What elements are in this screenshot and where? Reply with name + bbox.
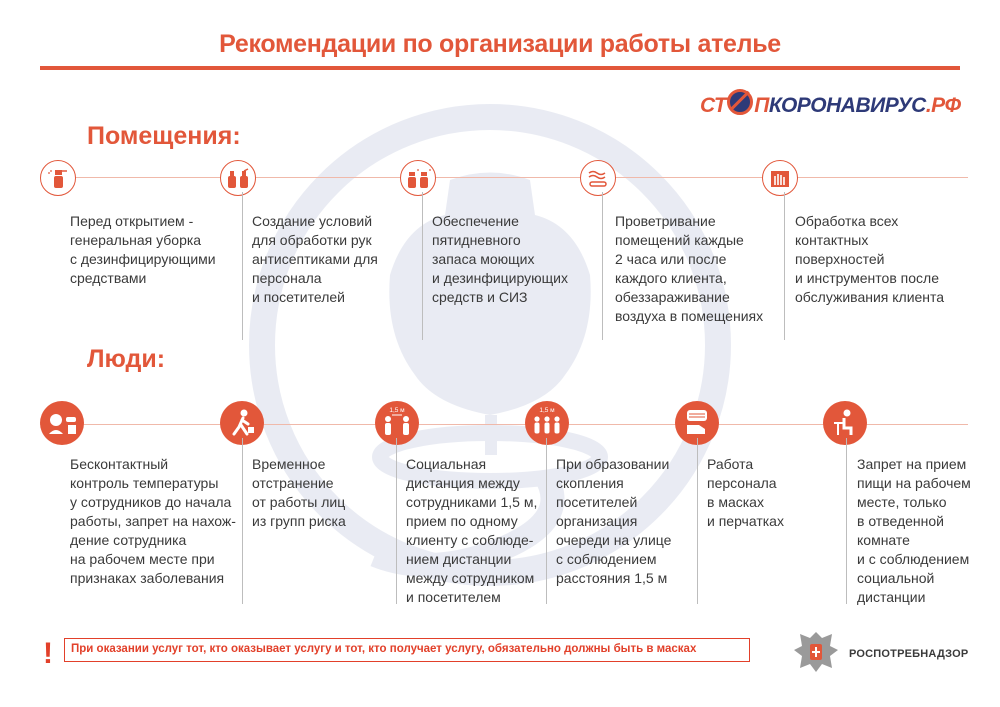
title-underline [40, 66, 960, 70]
divider [546, 438, 547, 604]
people-heading: Люди: [87, 345, 166, 373]
logo-text-part2: П [754, 94, 769, 117]
people-item-3-text: Социальная дистанция между сотрудниками 1,5 м, прием по одному клиенту с соблюде- нием дистанции между сотрудником и посетителем [406, 456, 538, 605]
sanitizer-bottles-icon [220, 160, 256, 196]
wiping-hand-icon [762, 160, 798, 196]
divider [422, 192, 423, 340]
ventilation-icon [580, 160, 616, 196]
divider [697, 438, 698, 604]
logo-text-part3: КОРОНАВИРУС [768, 94, 926, 117]
page-title: Рекомендации по организации работы ателье [219, 30, 781, 58]
spray-bottles-icon [400, 160, 436, 196]
distance-two-people-icon [375, 401, 419, 445]
divider [396, 438, 397, 604]
people-item-1-text: Бесконтактный контроль температуры у сотрудников до начала работы, запрет на нахож- дение сотрудника на рабочем месте при признаках заболевания [70, 456, 236, 586]
thermometer-check-icon [40, 401, 84, 445]
distance-label: 1,5 м [539, 407, 555, 414]
stopcoronavirus-logo[interactable] [700, 89, 961, 118]
eating-person-icon [823, 401, 867, 445]
mask-notice-box [64, 638, 750, 662]
divider [784, 192, 785, 340]
rooms-item-1-text: Перед открытием - генеральная уборка с дезинфицирующими средствами [70, 213, 216, 286]
virus-stop-icon [727, 89, 753, 115]
distance-label: 1,5 м [389, 407, 405, 414]
rooms-item-2-text: Создание условий для обработки рук антисептиками для персонала и посетителей [252, 213, 378, 305]
divider [602, 192, 603, 340]
divider [242, 438, 243, 604]
spray-bottle-icon [40, 160, 76, 196]
rooms-item-3-text: Обеспечение пятидневного запаса моющих и дезинфицирующих средств и СИЗ [432, 213, 568, 305]
logo-text-part4: .РФ [925, 94, 961, 117]
people-item-4-text: При образовании скопления посетителей организация очереди на улице с соблюдением расстояния 1,5 м [556, 456, 672, 586]
rooms-item-4-text: Проветривание помещений каждые 2 часа или после каждого клиента, обеззараживание воздуха в помещениях [615, 213, 764, 324]
people-item-2-text: Временное отстранение от работы лиц из групп риска [252, 456, 346, 529]
rooms-timeline [40, 177, 968, 178]
divider [242, 192, 243, 340]
mask-notice-text: При оказании услуг тот, кто оказывает услугу и тот, кто получает услугу, обязательно должны быть в масках [71, 643, 697, 655]
coat-of-arms-icon [788, 626, 844, 680]
warning-mark: ! [43, 637, 53, 670]
rooms-item-5-text: Обработка всех контактных поверхностей и инструментов после обслуживания клиента [795, 213, 945, 305]
rooms-heading: Помещения: [87, 122, 241, 150]
people-item-5-text: Работа персонала в масках и перчатках [707, 456, 784, 529]
people-item-6-text: Запрет на прием пищи на рабочем месте, только в отведенной комнате и с соблюдением социальной дистанции [857, 456, 971, 605]
distance-queue-icon [525, 401, 569, 445]
agency-name: РОСПОТРЕБНАДЗОР [849, 648, 969, 660]
divider [846, 438, 847, 604]
logo-text-part1: СТ [700, 94, 727, 117]
